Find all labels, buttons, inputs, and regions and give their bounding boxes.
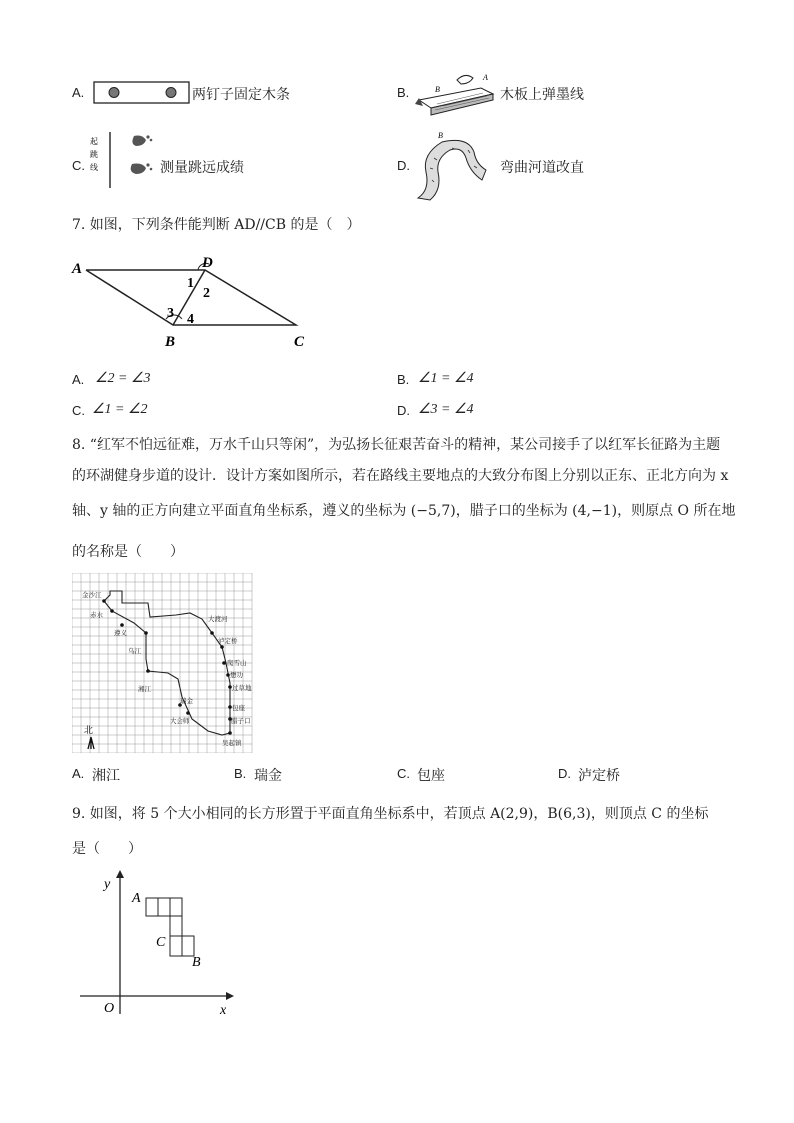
- q7-label-a: A: [72, 261, 83, 277]
- q7-stem: 7. 如图，下列条件能判断 AD//CB 的是（ ）: [72, 217, 361, 233]
- q8-line-3: 轴、y 轴的正方向建立平面直角坐标系，遵义的坐标为 (−5,7)，腊子口的坐标为 (4,−1)，则原点 O 所在地: [72, 503, 736, 519]
- q8-line-1: 8. “红军不怕远征难，万水千山只等闲”，为弘扬长征艰苦奋斗的精神，某公司接手了以红军长征路为主题: [72, 437, 721, 453]
- north-arrow-icon: [88, 737, 94, 749]
- q7-angle-2: 2: [203, 286, 210, 301]
- q9-point-c-label: C: [156, 935, 166, 950]
- ink-line-board-figure: [413, 68, 499, 120]
- q8-option-b-letter: B.: [234, 766, 247, 781]
- q6-option-d-letter: D.: [397, 158, 410, 173]
- q7-option-d-text: ∠3 = ∠4: [418, 402, 474, 417]
- map-north-label: 北: [84, 725, 94, 735]
- q8-option-c-letter: C.: [397, 766, 410, 781]
- q9-point-a-label: A: [132, 891, 141, 906]
- point-b-label: B: [435, 85, 440, 94]
- map-place-maogong: 懋功: [230, 671, 243, 679]
- q6-option-c-letter: C.: [72, 158, 85, 173]
- q8-line-2: 的环湖健身步道的设计．设计方案如图所示，若在路线主要地点的大致分布图上分别以正东、正北方向为 x: [72, 468, 729, 484]
- q8-option-c-text: 包座: [417, 768, 445, 784]
- map-place-baozuo: 包座: [232, 704, 245, 712]
- map-place-xiangjiang: 湘江: [138, 685, 151, 693]
- takeoff-line-label-2: 跳: [90, 150, 98, 159]
- q9-line-2: 是（ ）: [72, 841, 142, 857]
- long-march-map: [72, 573, 254, 753]
- map-place-ludingqiao: 泸定桥: [218, 637, 238, 645]
- q7-option-b-text: ∠1 = ∠4: [418, 371, 474, 386]
- q6-option-c-text: 测量跳远成绩: [160, 160, 244, 176]
- q7-label-d: D: [202, 255, 213, 271]
- q9-line-1: 9. 如图，将 5 个大小相同的长方形置于平面直角坐标系中，若顶点 A(2,9)，B(6,3)，则顶点 C 的坐标: [72, 806, 709, 822]
- river-figure: [412, 128, 498, 204]
- takeoff-line-label-3: 线: [90, 163, 98, 172]
- q7-angle-1: 1: [187, 276, 194, 291]
- q6-option-b-letter: B.: [397, 85, 410, 100]
- q6-option-a-letter: A.: [72, 85, 85, 100]
- q7-option-a-letter: A.: [72, 372, 85, 387]
- map-place-paxueshan: 爬雪山: [227, 659, 247, 667]
- q7-option-c-letter: C.: [72, 403, 85, 418]
- q7-option-b-letter: B.: [397, 372, 410, 387]
- map-place-jinshajiang: 金沙江: [82, 591, 102, 599]
- nails-board-figure: [93, 80, 191, 106]
- point-a-label: A: [483, 73, 488, 82]
- q8-line-4: 的名称是（ ）: [72, 544, 184, 560]
- map-place-lazikou: 腊子口: [231, 717, 251, 725]
- long-jump-figure: [88, 130, 163, 190]
- river-point-b-label: B: [438, 131, 443, 140]
- map-place-dahuishi: 大会师: [170, 717, 190, 725]
- q9-axis-x: x: [220, 1003, 227, 1018]
- q7-option-a-text: ∠2 = ∠3: [95, 371, 151, 386]
- q9-point-b-label: B: [192, 955, 201, 970]
- q7-angle-3: 3: [167, 306, 174, 321]
- map-place-zunyi: 遵义: [114, 629, 127, 637]
- map-place-ruijin: 瑞金: [180, 697, 193, 705]
- q8-option-d-text: 泸定桥: [578, 768, 620, 784]
- q8-option-a-text: 湘江: [92, 768, 120, 784]
- q7-option-c-text: ∠1 = ∠2: [92, 402, 148, 417]
- q7-parallelogram-figure: [70, 255, 340, 350]
- q6-option-b-text: 木板上弹墨线: [500, 87, 584, 103]
- map-place-guocaodi: 过草地: [232, 684, 252, 692]
- map-place-chishui: 赤水: [90, 611, 103, 619]
- q9-coordinate-figure: [76, 866, 246, 1018]
- takeoff-line-label-1: 起: [90, 137, 98, 146]
- q7-label-b: B: [165, 334, 176, 350]
- q7-angle-4: 4: [187, 312, 194, 327]
- map-place-daduhe: 大渡河: [208, 615, 228, 623]
- q9-axis-y: y: [104, 877, 111, 892]
- map-place-wuqizhen: 吴起镇: [222, 739, 242, 747]
- q8-option-b-text: 瑞金: [254, 768, 282, 784]
- q9-origin-label: O: [104, 1001, 115, 1016]
- q7-option-d-letter: D.: [397, 403, 410, 418]
- q6-option-d-text: 弯曲河道改直: [500, 160, 584, 176]
- q8-option-a-letter: A.: [72, 766, 85, 781]
- q6-option-a-text: 两钉子固定木条: [192, 87, 290, 103]
- q8-option-d-letter: D.: [558, 766, 571, 781]
- map-place-wujiang: 乌江: [128, 647, 141, 655]
- q7-label-c: C: [294, 334, 305, 350]
